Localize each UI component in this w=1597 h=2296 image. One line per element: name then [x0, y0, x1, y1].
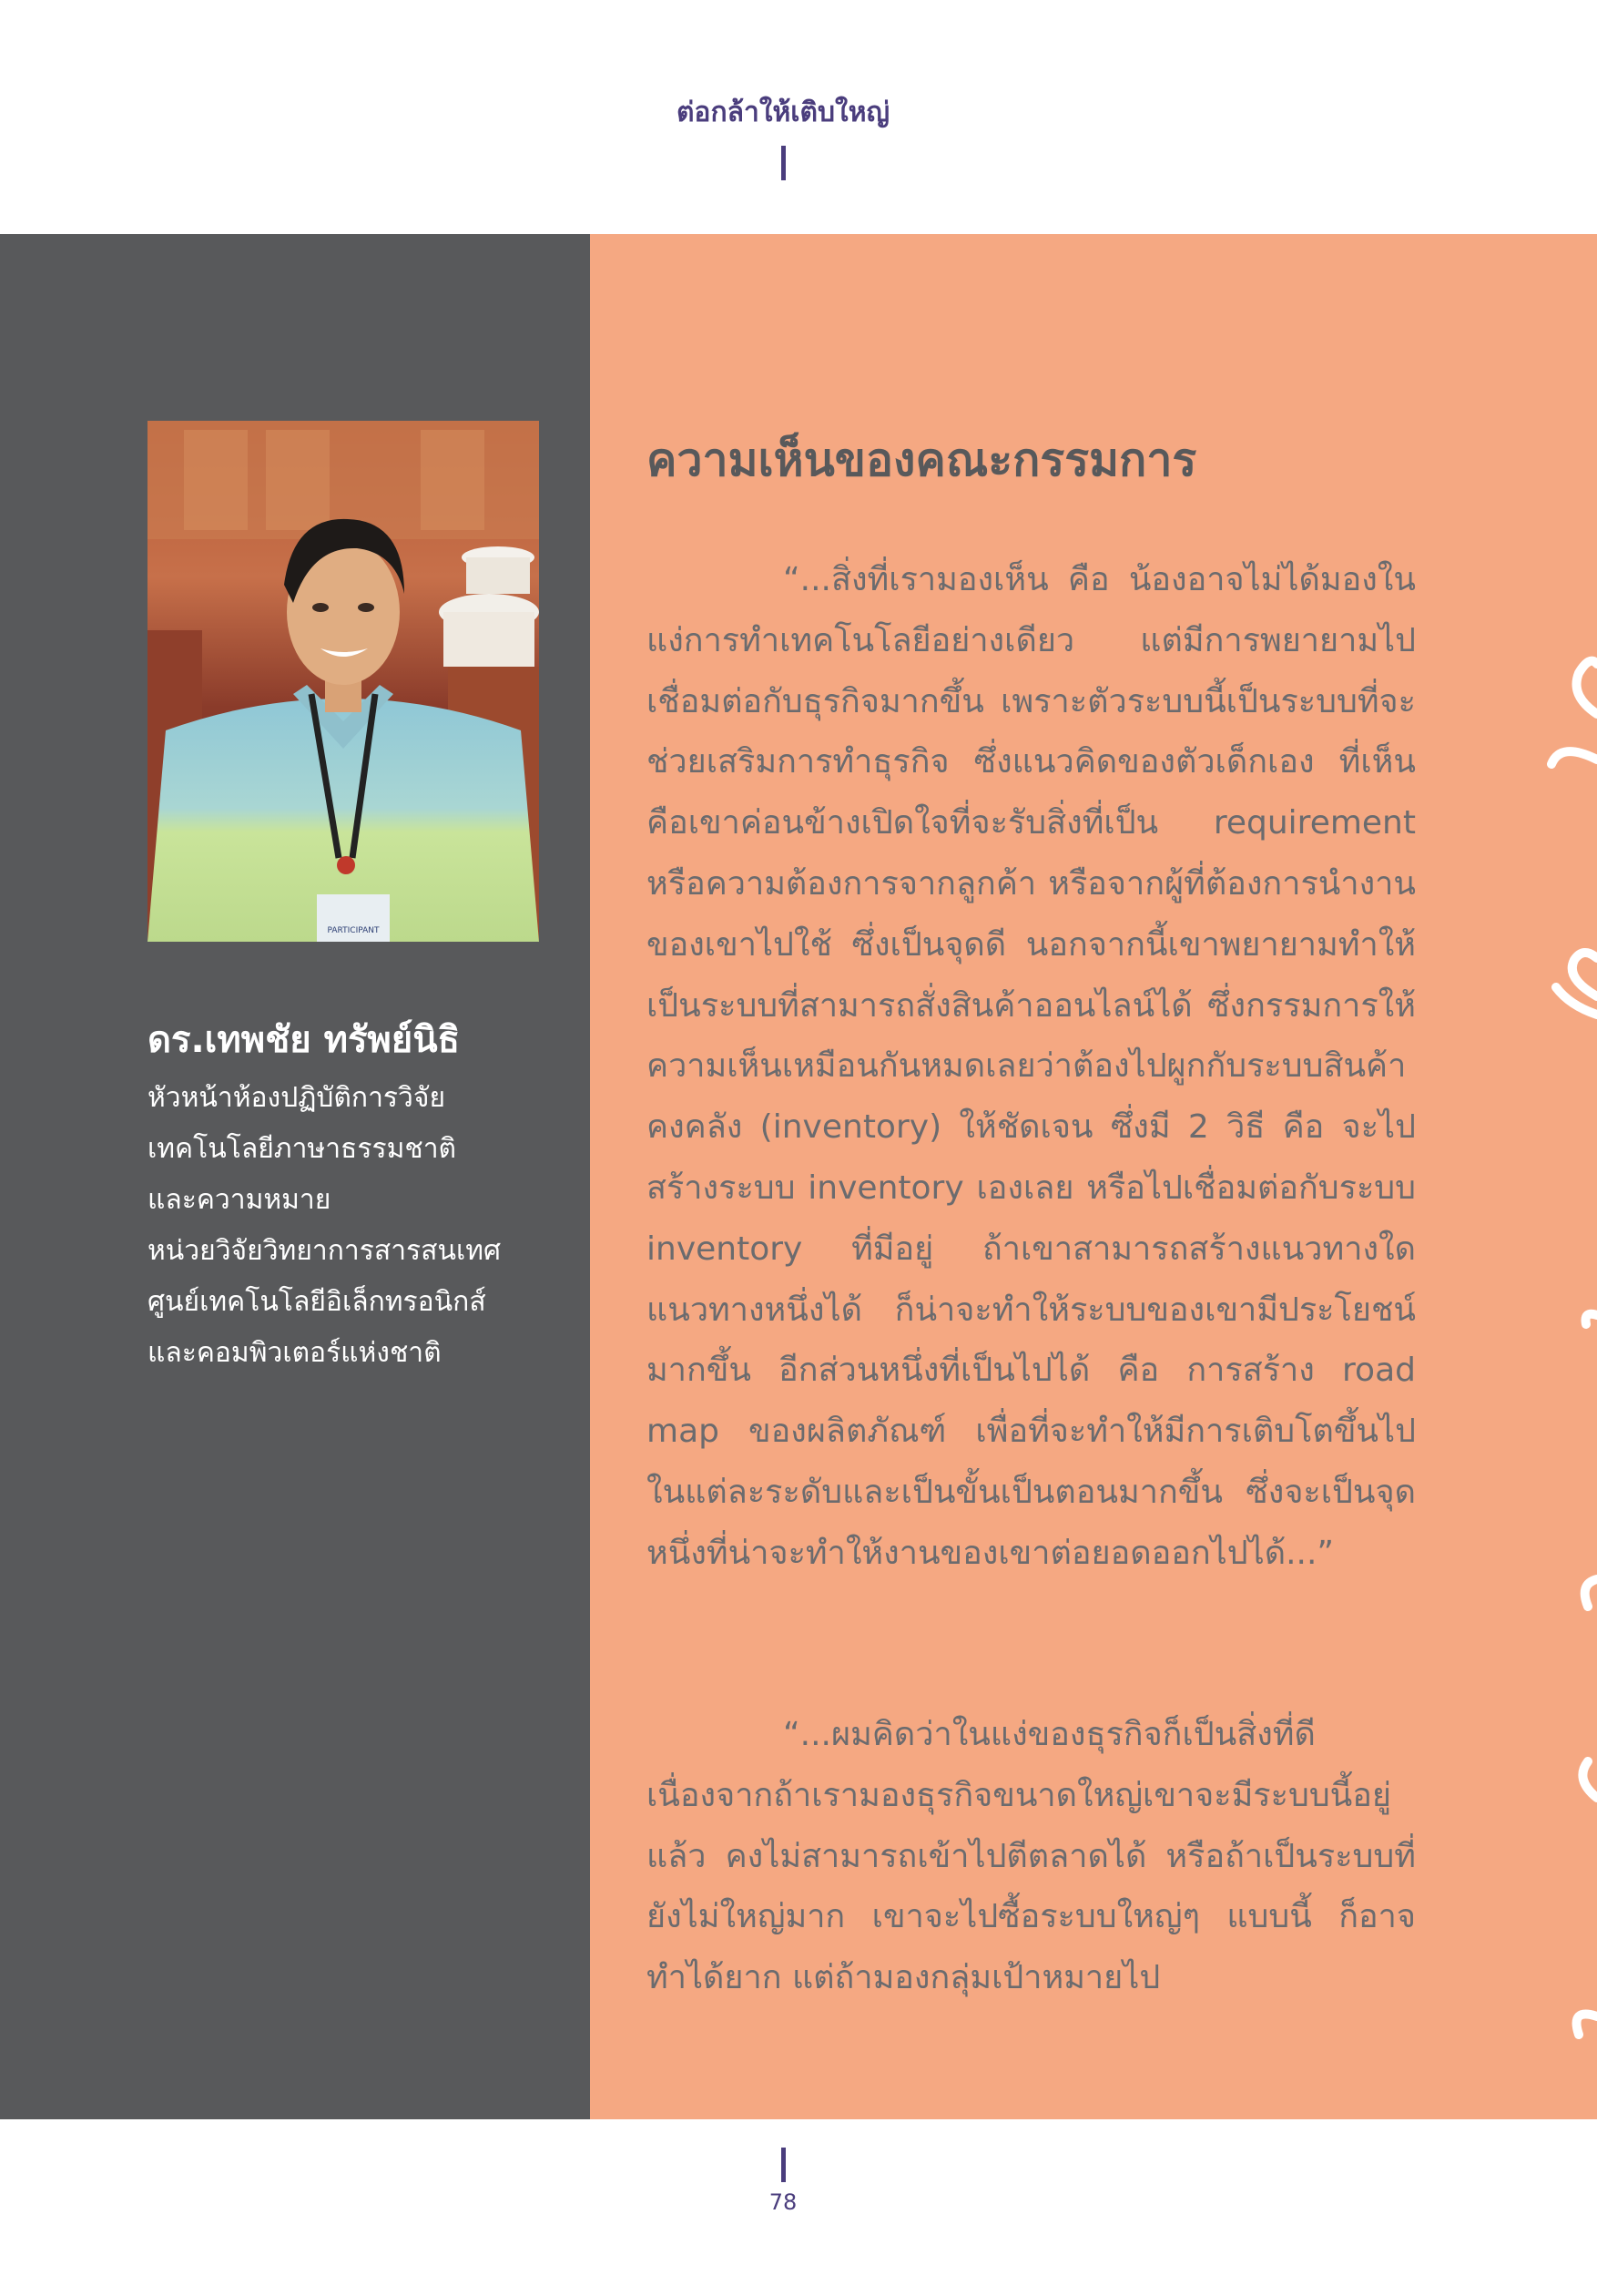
person-title	[147, 1073, 575, 1379]
section-title: ความเห็นของคณะกรรมการ	[646, 434, 1197, 486]
header-divider	[781, 146, 786, 180]
running-header: ต่อกล้าให้เติบใหญ่	[676, 97, 890, 128]
title-line: หน่วยวิจัยวิทยาการสารสนเทศ	[147, 1235, 502, 1267]
person-name: ดร.เทพชัย ทรัพย์นิธิ	[147, 1019, 460, 1061]
portrait-photo	[147, 421, 539, 942]
title-line: เทคโนโลยีภาษาธรรมชาติ	[147, 1133, 457, 1165]
page-number: 78	[768, 2189, 798, 2215]
title-line: และคอมพิวเตอร์แห่งชาติ	[147, 1337, 442, 1369]
committee-comment-paragraph: “...สิ่งที่เรามองเห็น คือ น้องอาจไม่ได้มองในแง่การทำเทคโนโลยีอย่างเดียว แต่มีการพยายามไปเชื่อมต่อกับธุรกิจมากขึ้น เพราะตัวระบบนี้เป็นระบบที่จะช่วยเสริมการทำธุรกิจ ซึ่งแนวคิดของตัวเด็กเอง ที่เห็นคือเขาค่อนข้างเปิดใจที่จะรับสิ่งที่เป็น requirement หรือความต้องการจากลูกค้า หรือจากผู้ที่ต้องการนำงานของเขาไปใช้ ซึ่งเป็นจุดดี นอกจากนี้เขาพยายามทำให้เป็นระบบที่สามารถสั่งสินค้าออนไลน์ได้ ซึ่งกรรมการให้ความเห็นเหมือนกันหมดเลยว่าต้องไปผูกกับระบบสินค้าคงคลัง (inventory) ให้ชัดเจน ซึ่งมี 2 วิธี คือ จะไปสร้างระบบ inventory เองเลย หรือไปเชื่อมต่อกับระบบ inventory ที่มีอยู่ ถ้าเขาสามารถสร้างแนวทางใดแนวทางหนึ่งได้ ก็น่าจะทำให้ระบบของเขามีประโยชน์มากขึ้น อีกส่วนหนึ่งที่เป็นไปได้ คือ การสร้าง road map ของผลิตภัณฑ์ เพื่อที่จะทำให้มีการเติบโตขึ้นไปในแต่ละระดับและเป็นขั้นเป็นตอนมากขึ้น ซึ่งจะเป็นจุดหนึ่งที่น่าจะทำให้งานของเขาต่อยอดออกไปได้...”	[646, 561, 1416, 1572]
committee-comment-paragraph: “...ผมคิดว่าในแง่ของธุรกิจก็เป็นสิ่งที่ดี เนื่องจากถ้าเรามองธุรกิจขนาดใหญ่เขาจะมีระบบนี้อยู่แล้ว คงไม่สามารถเข้าไปตีตลาดได้ หรือถ้าเป็นระบบที่ยังไม่ใหญ่มาก เขาจะไปซื้อระบบใหญ่ๆ แบบนี้ ก็อาจทำได้ยาก แต่ถ้ามองกลุ่มเป้าหมายไป	[646, 1716, 1416, 1997]
title-line: หัวหน้าห้องปฏิบัติการวิจัย	[147, 1082, 446, 1114]
badge-text: PARTICIPANT	[327, 926, 380, 935]
decorative-ornament	[1533, 468, 1597, 2119]
title-line: และความหมาย	[147, 1184, 331, 1216]
footer-divider	[781, 2148, 786, 2182]
title-line: ศูนย์เทคโนโลยีอิเล็กทรอนิกส์	[147, 1286, 486, 1318]
